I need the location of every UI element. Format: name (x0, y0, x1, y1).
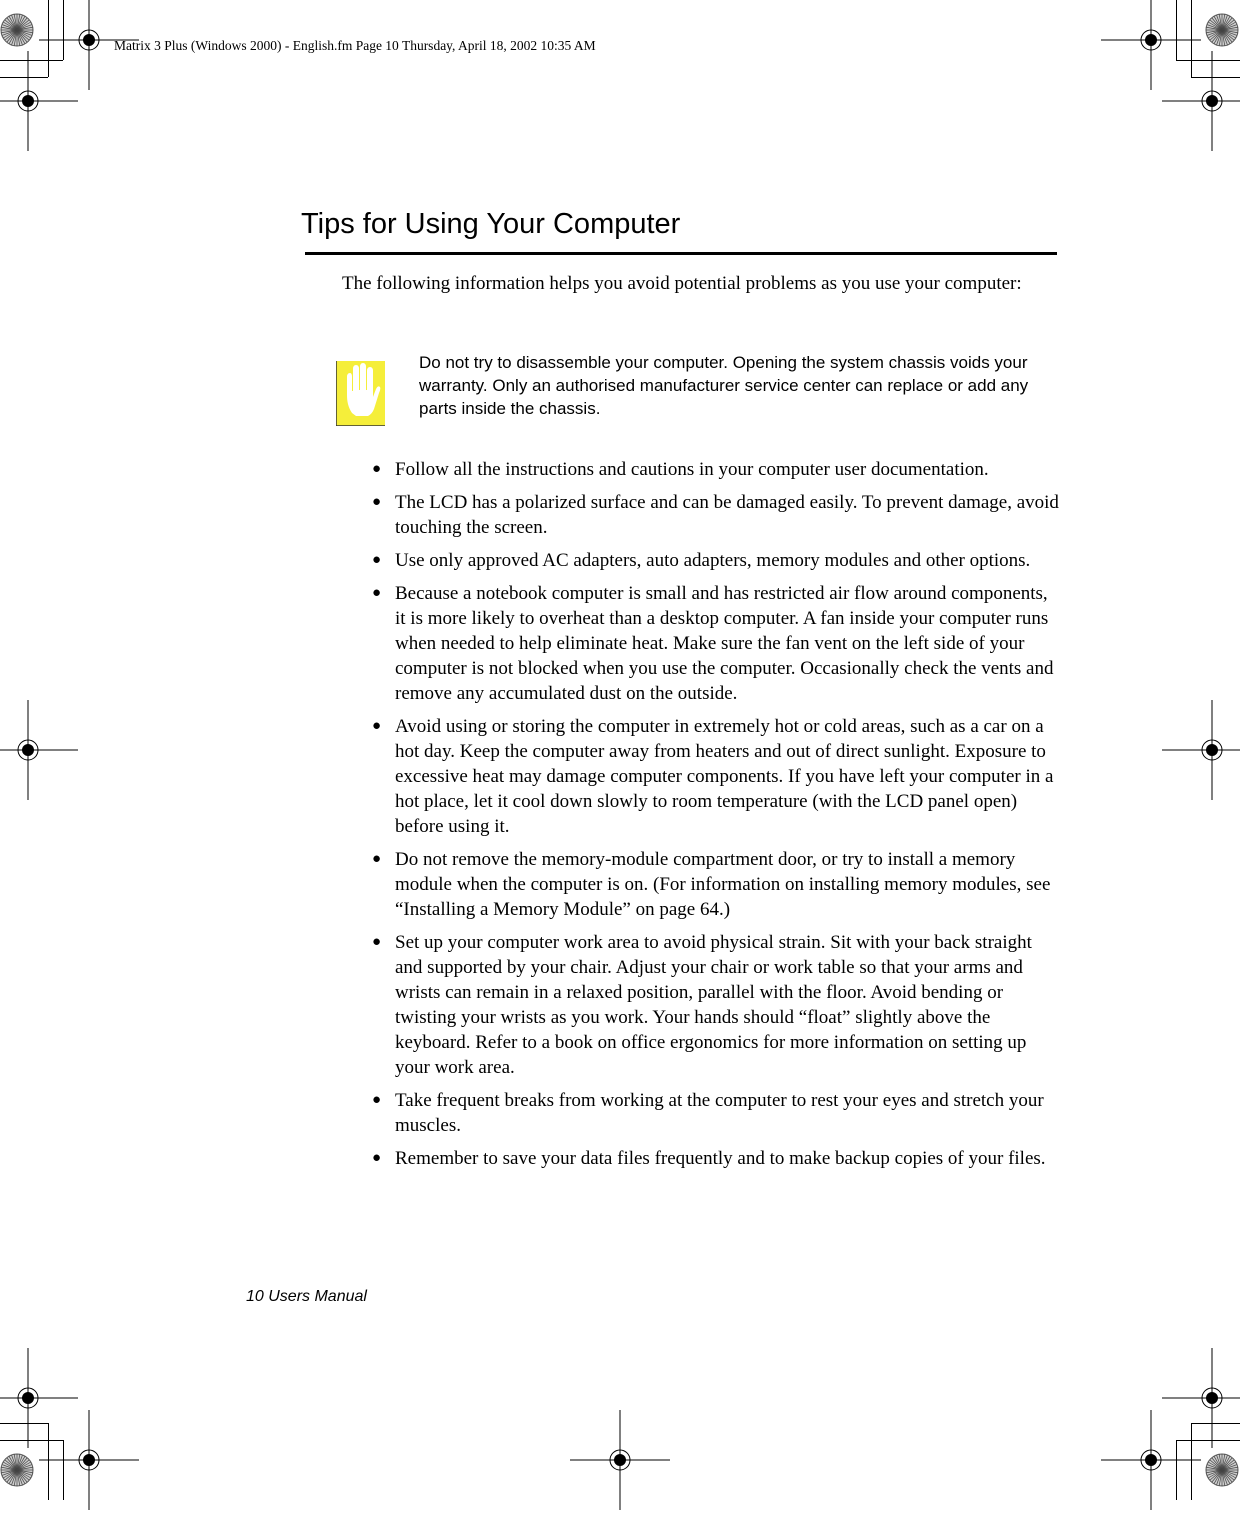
registration-starburst-icon (1205, 1453, 1239, 1492)
list-item-text: The LCD has a polarized surface and can be damaged easily. To prevent damage, avoid touching the screen. (395, 492, 1059, 538)
page-title: Tips for Using Your Computer (301, 208, 681, 240)
list-item: ● Because a notebook computer is small and has restricted air flow around components, it is more likely to overheat than a desktop computer. A fan inside your computer runs when needed to help eliminate heat. Make sure the fan vent on the left side of your computer is not blocked when you use the computer. Occasionally check the vents and remove any accumulated dust on the outside. (372, 583, 1054, 704)
crop-mark-line (0, 60, 63, 61)
tips-list (372, 457, 1060, 1179)
list-item-text: Use only approved AC adapters, auto adapters, memory modules and other options. (395, 550, 1031, 571)
registration-starburst-icon (0, 13, 34, 52)
crop-mark-line (1191, 0, 1192, 77)
list-item-text: Follow all the instructions and cautions in your computer user documentation. (395, 459, 989, 480)
list-item: ● Follow all the instructions and cautions in your computer user documentation. (372, 459, 989, 480)
registration-crosshair-icon (1162, 700, 1240, 805)
crop-mark-line (48, 0, 49, 77)
crop-mark-line (1176, 1440, 1240, 1441)
list-item: ● Do not remove the memory-module compartment door, or try to install a memory module when the computer is on. (For information on installing memory modules, see “Installing a Memory Module” on page 64.) (372, 849, 1051, 920)
intro-paragraph: The following information helps you avoid potential problems as you use your computer: (342, 273, 1022, 294)
crop-mark-line (63, 1440, 64, 1500)
registration-starburst-icon (1205, 13, 1239, 52)
crop-mark-line (1191, 1423, 1192, 1500)
list-item-text: Take frequent breaks from working at the computer to rest your eyes and stretch your muscles. (395, 1090, 1044, 1136)
registration-crosshair-icon (0, 51, 78, 156)
list-item: ● Set up your computer work area to avoid physical strain. Sit with your back straight and supported by your chair. Adjust your chair or work table so that your arms and wrists can remain in a relaxed position, parallel with the floor. Avoid bending or twisting your wrists as you work. Your hands should “float” slightly above the keyboard. Refer to a book on office ergonomics for more information on setting up your work area. (372, 932, 1032, 1078)
crop-mark-line (1191, 77, 1240, 78)
list-item: ● The LCD has a polarized surface and can be damaged easily. To prevent damage, avoid touching the screen. (372, 492, 1059, 538)
registration-crosshair-icon (1162, 51, 1240, 156)
print-header: Matrix 3 Plus (Windows 2000) - English.fm Page 10 Thursday, April 18, 2002 10:35 AM (114, 38, 596, 53)
list-item: ● Use only approved AC adapters, auto adapters, memory modules and other options. (372, 550, 1031, 571)
registration-crosshair-icon (39, 1410, 139, 1515)
crop-mark-line (1176, 1440, 1177, 1500)
crop-mark-line (48, 1423, 49, 1500)
crop-mark-line (63, 0, 64, 60)
crop-mark-line (1176, 0, 1177, 60)
list-item-text: Set up your computer work area to avoid physical strain. Sit with your back straight and supported by your chair. Adjust your chair or work table so that your arms and wrists can remain in a relaxed position, parallel with the floor. Avoid bending or twisting your wrists as you work. Your hands should “float” slightly above the keyboard. Refer to a book on office ergonomics for more information on setting up your work area. (395, 932, 1032, 1078)
list-item-text: Remember to save your data files frequently and to make backup copies of your files. (395, 1148, 1046, 1169)
list-item: ● Remember to save your data files frequently and to make backup copies of your files. (372, 1148, 1046, 1169)
registration-crosshair-icon (0, 700, 78, 805)
crop-mark-line (0, 1423, 48, 1424)
crop-mark-line (0, 1440, 63, 1441)
list-item-text: Because a notebook computer is small and has restricted air flow around components, it is more likely to overheat than a desktop computer. A fan inside your computer runs when needed to help eliminate heat. Make sure the fan vent on the left side of your computer is not blocked when you use the computer. Occasionally check the vents and remove any accumulated dust on the outside. (395, 583, 1054, 704)
stop-hand-icon (336, 361, 385, 426)
warning-note: Do not try to disassemble your computer. Opening the system chassis voids your warranty. Only an authorised manufacturer service center can replace or add any parts inside the chassis. (419, 353, 1029, 418)
list-item: ● Avoid using or storing the computer in extremely hot or cold areas, such as a car on a hot day. Keep the computer away from heaters and out of direct sunlight. Exposure to excessive heat may damage computer components. If you have left your computer in a hot place, let it cool down slowly to room temperature (with the LCD panel open) before using it. (372, 716, 1054, 837)
registration-starburst-icon (0, 1453, 34, 1492)
title-rule (305, 252, 1057, 255)
crop-mark-line (0, 77, 48, 78)
list-item-text: Avoid using or storing the computer in extremely hot or cold areas, such as a car on a hot day. Keep the computer away from heaters and out of direct sunlight. Exposure to excessive heat may damage computer components. If you have left your computer in a hot place, let it cool down slowly to room temperature (with the LCD panel open) before using it. (395, 716, 1054, 837)
registration-crosshair-icon (570, 1410, 670, 1515)
page-footer: 10 Users Manual (246, 1288, 367, 1305)
list-item-text: Do not remove the memory-module compartment door, or try to install a memory module when the computer is on. (For information on installing memory modules, see “Installing a Memory Module” on page 64.) (395, 849, 1051, 920)
crop-mark-line (1191, 1423, 1240, 1424)
registration-crosshair-icon (1101, 1410, 1201, 1515)
list-item: ● Take frequent breaks from working at the computer to rest your eyes and stretch your muscles. (372, 1090, 1044, 1136)
crop-mark-line (1176, 60, 1240, 61)
